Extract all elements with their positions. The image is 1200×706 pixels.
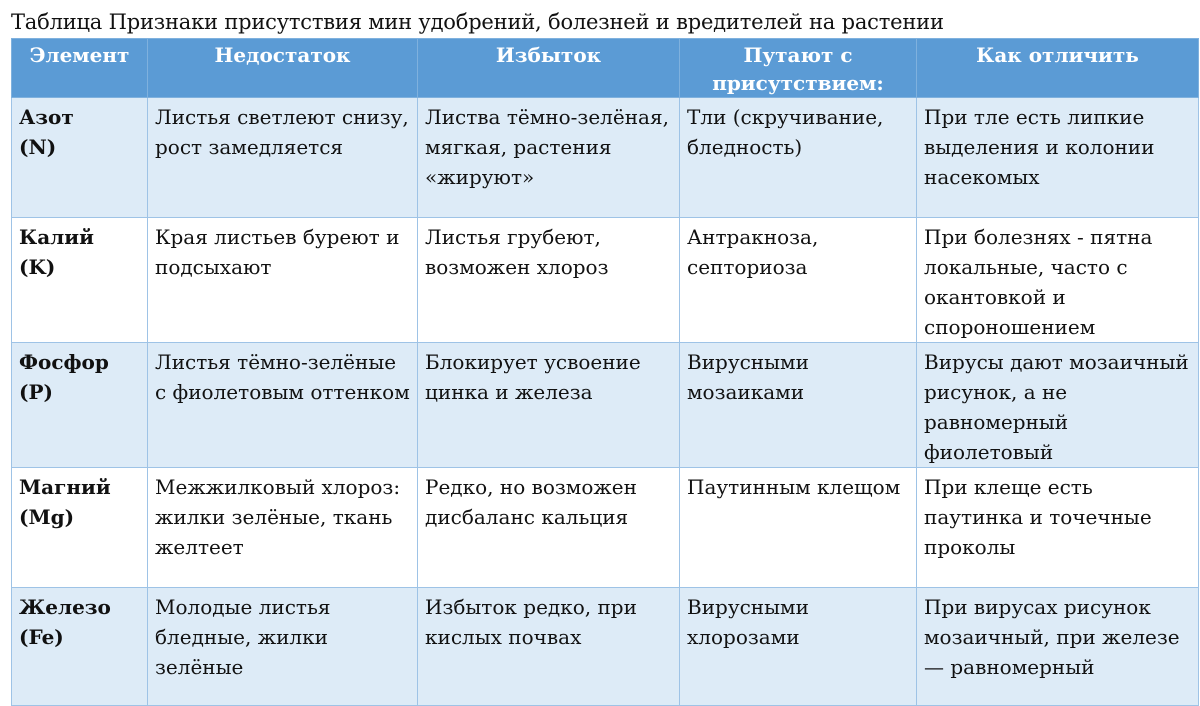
table-row [12,343,1199,468]
signs-table [11,38,1199,706]
element-cell [12,343,148,468]
header-confused-line1: Путают с [743,43,853,67]
element-cell [12,468,148,588]
deficiency-cell: Листья светлеют снизу, рост замедляется [148,98,418,218]
header-excess: Избыток [418,39,680,98]
element-name: Азот [19,105,74,129]
confused-cell: Вирусными хлорозами [680,588,917,706]
element-symbol: (Fe) [19,625,64,649]
distinguish-cell: При вирусах рисунок мозаичный, при железе — равномерный [917,588,1199,706]
header-deficiency: Недостаток [148,39,418,98]
header-element: Элемент [12,39,148,98]
table-row [12,468,1199,588]
table-row [12,218,1199,343]
element-cell [12,98,148,218]
element-symbol: (N) [19,135,57,159]
element-symbol: (K) [19,255,56,279]
table-row [12,588,1199,706]
element-symbol: (P) [19,380,53,404]
excess-cell: Избыток редко, при кислых почвах [418,588,680,706]
element-name: Калий [19,225,94,249]
header-confused [680,39,917,98]
deficiency-cell: Края листьев буреют и подсыхают [148,218,418,343]
distinguish-cell: При болезнях - пятна локальные, часто с окантовкой и спороношением [917,218,1199,343]
excess-cell: Листья грубеют, возможен хлороз [418,218,680,343]
confused-cell: Вирусными мозаиками [680,343,917,468]
element-name: Фосфор [19,350,109,374]
table-caption: Таблица Признаки присутствия мин удобрений, болезней и вредителей на растении [11,10,944,34]
distinguish-cell: При клеще есть паутинка и точечные проколы [917,468,1199,588]
excess-cell: Листва тёмно-зелёная, мягкая, растения «жируют» [418,98,680,218]
confused-cell: Тли (скручивание, бледность) [680,98,917,218]
element-symbol: (Mg) [19,505,75,529]
element-name: Магний [19,475,111,499]
deficiency-cell: Межжилковый хлороз: жилки зелёные, ткань желтеет [148,468,418,588]
distinguish-cell: Вирусы дают мозаичный рисунок, а не равномерный фиолетовый [917,343,1199,468]
deficiency-cell: Листья тёмно-зелёные с фиолетовым оттенком [148,343,418,468]
element-cell [12,218,148,343]
excess-cell: Блокирует усвоение цинка и железа [418,343,680,468]
element-name: Железо [19,595,111,619]
distinguish-cell: При тле есть липкие выделения и колонии насекомых [917,98,1199,218]
confused-cell: Антракноза, септориоза [680,218,917,343]
table-row [12,98,1199,218]
excess-cell: Редко, но возможен дисбаланс кальция [418,468,680,588]
header-distinguish: Как отличить [917,39,1199,98]
confused-cell: Паутинным клещом [680,468,917,588]
header-confused-line2: присутствием: [712,71,884,95]
deficiency-cell: Молодые листья бледные, жилки зелёные [148,588,418,706]
element-cell [12,588,148,706]
table-header-row [12,39,1199,98]
